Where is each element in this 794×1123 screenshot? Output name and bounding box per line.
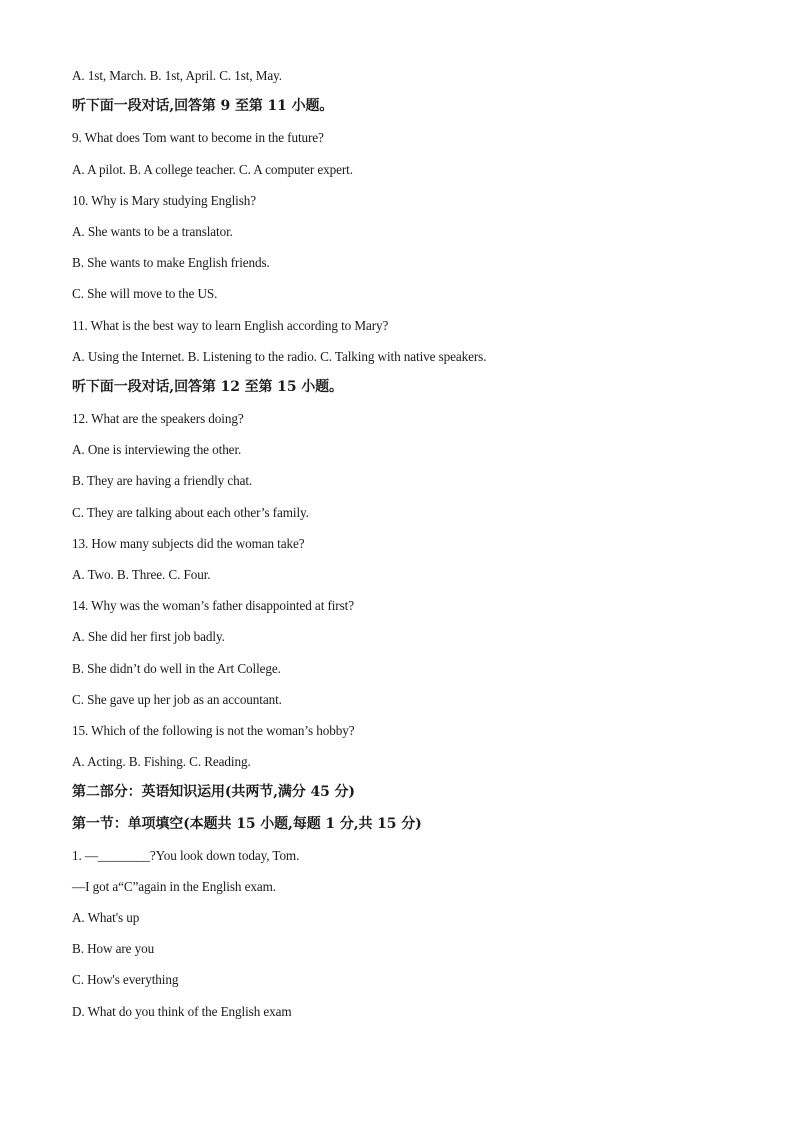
options-line-9: A. A pilot. B. A college teacher. C. A computer expert. [72, 161, 353, 177]
options-line-13: A. Two. B. Three. C. Four. [72, 567, 211, 582]
option-14c: C. She gave up her job as an accountant. [72, 691, 282, 707]
option-10b: B. She wants to make English friends. [72, 255, 270, 271]
option-12a: A. One is interviewing the other. [72, 442, 242, 458]
section-one-heading: 第一节：单项填空(本题共 15 小题,每题 1 分,共 15 分) [72, 815, 422, 832]
fill-option-a: A. What's up [72, 910, 140, 926]
fill-option-c: C. How's everything [72, 972, 179, 988]
question-13: 13. How many subjects did the woman take? [72, 535, 305, 551]
fill-question-1: 1. —________?You look down today, Tom. [72, 847, 300, 863]
section-heading-q9-11: 听下面一段对话,回答第 9 至第 11 小题。 [72, 98, 334, 115]
part-two-heading: 第二部分：英语知识运用(共两节,满分 45 分) [72, 784, 355, 801]
question-12: 12. What are the speakers doing? [72, 411, 244, 427]
option-14b: B. She didn’t do well in the Art College. [72, 660, 281, 676]
question-11: 11. What is the best way to learn English according to Mary? [72, 317, 389, 333]
options-line-8: A. 1st, March. B. 1st, April. C. 1st, May. [72, 68, 282, 83]
option-14a: A. She did her first job badly. [72, 629, 225, 645]
option-12b: B. They are having a friendly chat. [72, 473, 253, 489]
options-line-11: A. Using the Internet. B. Listening to the radio. C. Talking with native speakers. [72, 348, 487, 364]
document-page [72, 60, 752, 1027]
fill-option-b: B. How are you [72, 941, 155, 957]
option-12c: C. They are talking about each other’s family. [72, 504, 309, 520]
fill-question-1-reply: —I got a“C”again in the English exam. [72, 878, 276, 894]
option-10a: A. She wants to be a translator. [72, 223, 233, 239]
section-heading-q12-15: 听下面一段对话,回答第 12 至第 15 小题。 [72, 378, 343, 395]
fill-option-d: D. What do you think of the English exam [72, 1003, 292, 1019]
question-14: 14. Why was the woman’s father disappointed at first? [72, 598, 354, 614]
options-line-15: A. Acting. B. Fishing. C. Reading. [72, 754, 251, 770]
question-15: 15. Which of the following is not the woman’s hobby? [72, 722, 355, 738]
option-10c: C. She will move to the US. [72, 286, 218, 302]
question-9: 9. What does Tom want to become in the future? [72, 130, 324, 146]
question-10: 10. Why is Mary studying English? [72, 192, 257, 208]
